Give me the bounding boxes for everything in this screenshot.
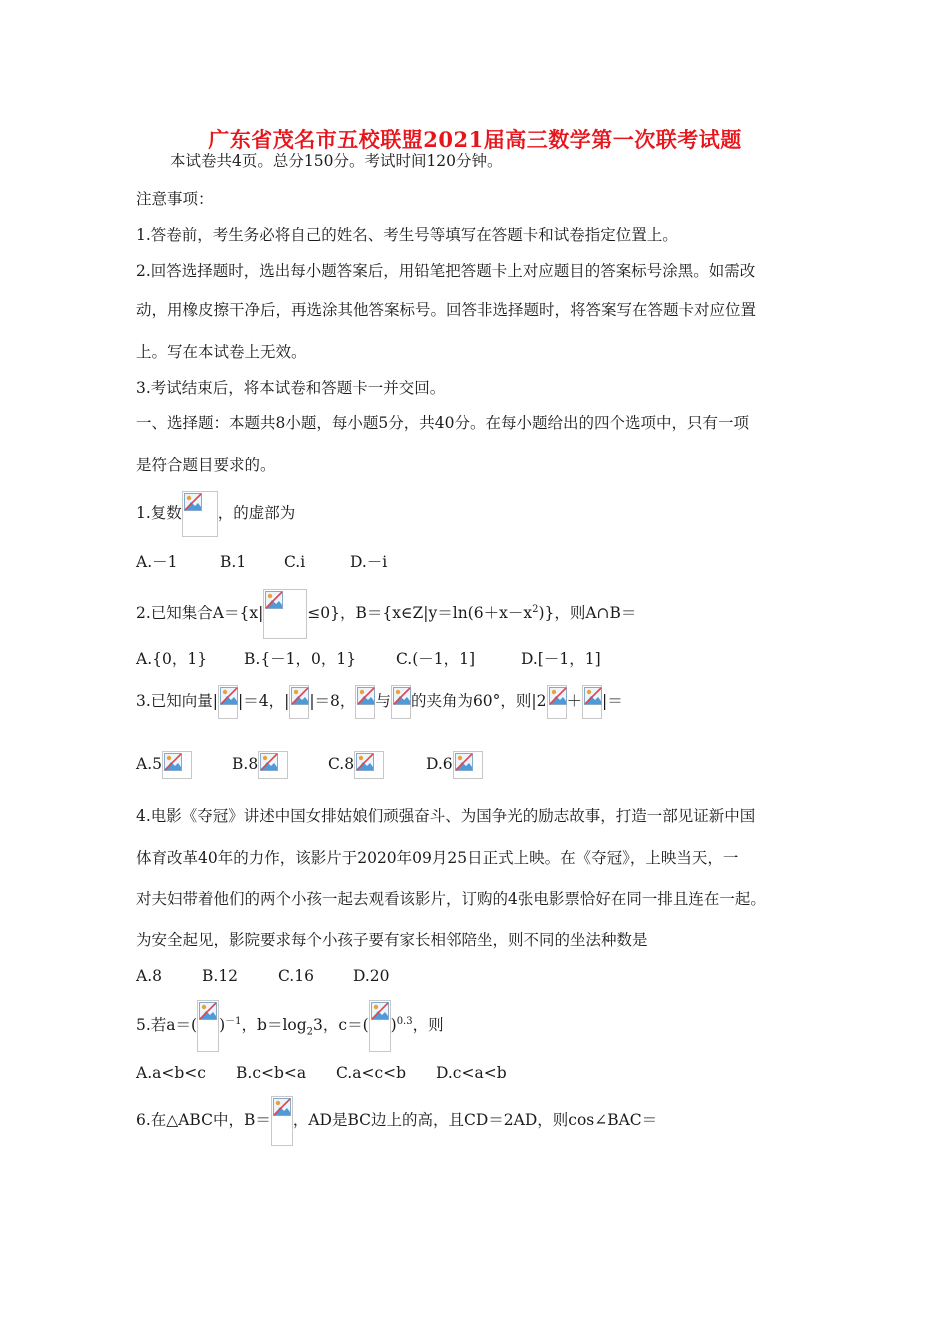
question-3: 3.已知向量| |＝4，| |＝8， 与 的夹角为60°，则|2 ＋ |＝: [136, 684, 623, 719]
option-d: D.6: [426, 755, 453, 773]
option-d: D.[－1，1]: [521, 650, 601, 668]
section-heading-cont: 是符合题目要求的。: [136, 456, 276, 474]
q3-options: [136, 747, 483, 781]
option-c: C.16: [278, 967, 314, 985]
notice-line: 1.答卷前，考生务必将自己的姓名、考生号等填写在答题卡和试卷指定位置上。: [136, 226, 678, 244]
question-1: 1.复数 ，的虚部为: [136, 490, 295, 537]
broken-image-icon: [197, 1000, 219, 1052]
option-a: A.5: [136, 755, 162, 773]
broken-image-icon: [391, 685, 411, 719]
broken-image-icon: [369, 1000, 391, 1052]
broken-image-icon: [355, 685, 375, 719]
broken-image-icon: [263, 589, 307, 639]
option-c: C.i: [284, 553, 306, 571]
notice-line: 上。写在本试卷上无效。: [136, 343, 307, 361]
option-b: B.1: [220, 553, 247, 571]
broken-image-icon: [182, 491, 218, 537]
option-c: C.(－1，1]: [396, 650, 476, 668]
option-b: B.c<b<a: [236, 1064, 307, 1082]
option-b: B.12: [202, 967, 239, 985]
option-d: D.－i: [350, 553, 388, 571]
question-5: 5.若a＝( )$^{-1}$，$b=\log_23$，c＝( )$^{0.3}$，则: [136, 996, 444, 1058]
notice-heading: 注意事项：: [136, 190, 214, 208]
option-b: B.{－1，0，1}: [244, 650, 357, 668]
option-c: C.8: [328, 755, 355, 773]
q5-options: [136, 1063, 507, 1083]
q4-options: [136, 966, 390, 986]
broken-image-icon: [453, 751, 483, 779]
broken-image-icon: [582, 685, 602, 719]
q1-options: [136, 552, 387, 572]
broken-image-icon: [289, 685, 309, 719]
question-4-line: 为安全起见，影院要求每个小孩子要有家长相邻陪坐，则不同的坐法种数是: [136, 931, 648, 949]
notice-line: 2.回答选择题时，选出每小题答案后，用铅笔把答题卡上对应题目的答案标号涂黑。如需改: [136, 262, 756, 280]
option-a: A.8: [136, 967, 162, 985]
option-a: A.{0，1}: [136, 650, 208, 668]
question-4-line: 4.电影《夺冠》讲述中国女排姑娘们顽强奋斗、为国争光的励志故事，打造一部见证新中国: [136, 807, 756, 825]
question-4-line: 体育改革40年的力作，该影片于2020年09月25日正式上映。在《夺冠》，上映当天，一: [136, 849, 739, 867]
intro-text: 本试卷共4页。总分150分。考试时间120分钟。: [170, 152, 503, 170]
broken-image-icon: [258, 751, 288, 779]
question-2: 2.已知集合A＝{x| ≤0}，$B=\{x\in Z|y=\ln(6+x-x^2)\}$，则A∩B＝: [136, 585, 636, 639]
broken-image-icon: [547, 685, 567, 719]
broken-image-icon: [162, 751, 192, 779]
document-title: 广东省茂名市五校联盟2021届高三数学第一次联考试题: [208, 127, 742, 152]
option-d: D.c<a<b: [436, 1064, 507, 1082]
q2-options: [136, 649, 601, 669]
option-c: C.a<c<b: [336, 1064, 407, 1082]
broken-image-icon: [271, 1096, 293, 1146]
option-a: A.a<b<c: [136, 1064, 206, 1082]
broken-image-icon: [354, 751, 384, 779]
section-heading: 一、选择题：本题共8小题，每小题5分，共40分。在每小题给出的四个选项中，只有一项: [136, 414, 749, 432]
option-a: A.－1: [136, 553, 178, 571]
option-d: D.20: [353, 967, 390, 985]
notice-line: 3.考试结束后，将本试卷和答题卡一并交回。: [136, 379, 446, 397]
notice-line: 动，用橡皮擦干净后，再选涂其他答案标号。回答非选择题时，将答案写在答题卡对应位置: [136, 301, 757, 319]
broken-image-icon: [218, 685, 238, 719]
question-4-line: 对夫妇带着他们的两个小孩一起去观看该影片，订购的4张电影票恰好在同一排且连在一起。: [136, 890, 766, 908]
option-b: B.8: [232, 755, 259, 773]
question-6: 6.在△ABC中，B＝ ，AD是BC边上的高，且CD＝2AD，则cos∠BAC＝: [136, 1095, 657, 1146]
